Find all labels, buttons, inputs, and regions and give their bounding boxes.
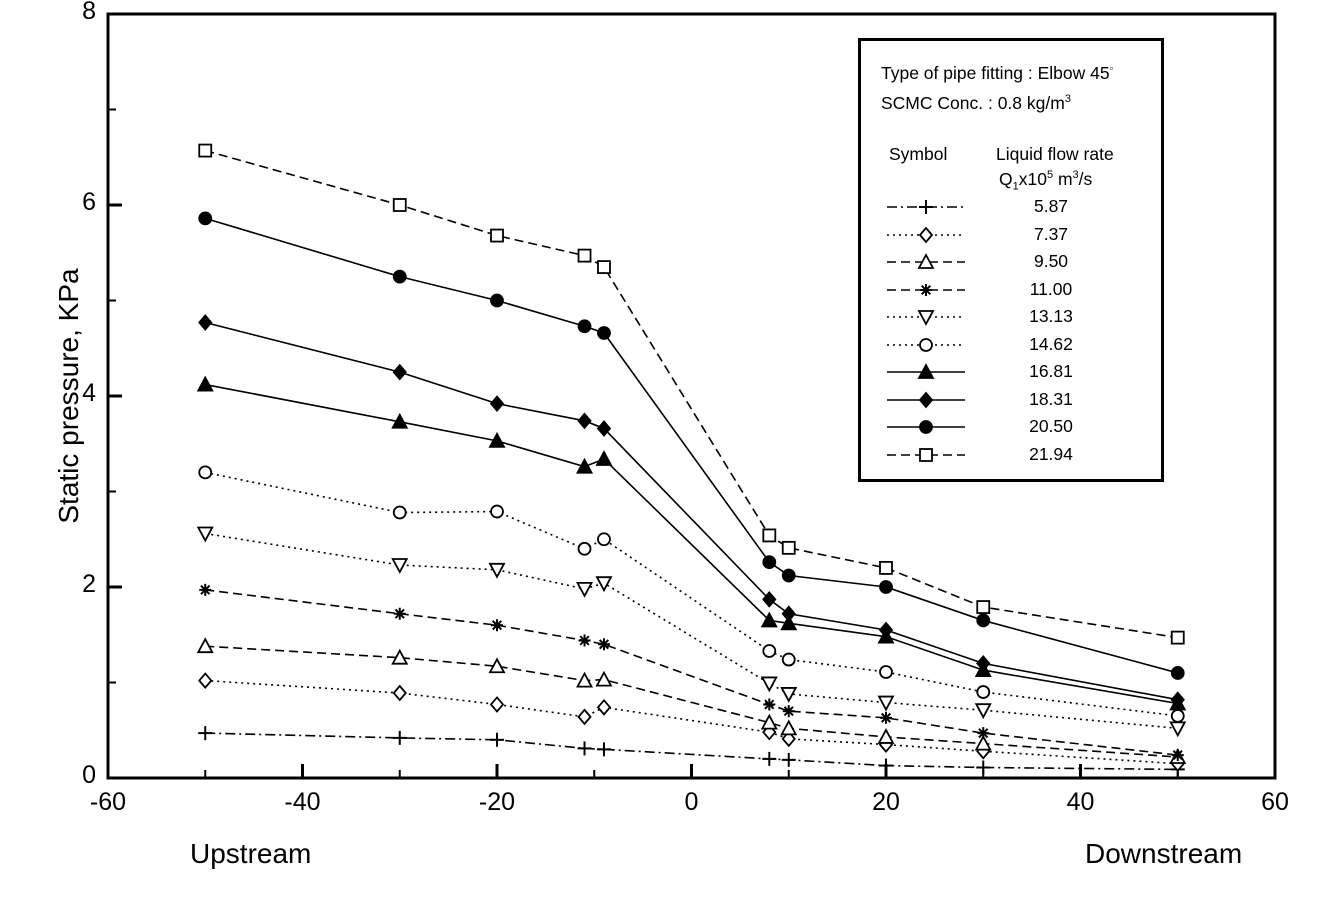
legend-symbol-icon	[883, 331, 969, 359]
legend-title-fitting	[881, 63, 1114, 84]
marker-triangle-down-open	[976, 704, 990, 717]
marker-triangle-down-open	[762, 677, 776, 690]
legend-value: 14.62	[1029, 333, 1073, 354]
legend-item	[861, 221, 1161, 249]
legend-value: 7.37	[1033, 223, 1069, 244]
marker-circle-open	[1172, 710, 1184, 722]
legend-item	[861, 386, 1161, 414]
legend-symbol	[883, 413, 969, 441]
legend-value: 21.94	[1029, 443, 1073, 464]
legend-item	[861, 303, 1161, 331]
marker-square-open	[598, 261, 610, 273]
marker-square-open	[763, 529, 775, 541]
marker-circle-open	[199, 466, 211, 478]
legend-symbol	[883, 193, 969, 221]
marker-circle-open	[977, 686, 989, 698]
marker-diamond-filled	[394, 365, 406, 379]
legend-item	[861, 358, 1161, 386]
marker-diamond-open	[394, 686, 406, 700]
legend-title-conc	[881, 93, 1071, 114]
legend-item	[861, 441, 1161, 469]
legend-symbol	[883, 386, 969, 414]
legend-symbol	[883, 276, 969, 304]
marker-square-open	[783, 542, 795, 554]
legend-symbol	[883, 331, 969, 359]
series-line	[205, 681, 1178, 764]
legend-title-conc-text: SCMC Conc. : 0.8 kg/m	[881, 93, 1065, 113]
legend-symbol-icon	[883, 276, 969, 304]
legend-symbol	[883, 221, 969, 249]
degree-sign: ◦	[1109, 63, 1114, 76]
marker-circle-open	[598, 533, 610, 545]
legend-units-mid: x10	[1018, 169, 1047, 189]
marker-triangle-up-filled	[578, 460, 592, 473]
marker-diamond-open	[491, 697, 503, 711]
series-13.13	[198, 528, 1185, 736]
series-line	[205, 534, 1178, 729]
y-tick-label: 6	[82, 188, 96, 216]
legend-item	[861, 248, 1161, 276]
marker-circle-open	[579, 543, 591, 555]
marker-square-open	[579, 250, 591, 262]
legend-units-sub: 1	[1012, 180, 1019, 193]
legend-value: 5.87	[1033, 196, 1069, 216]
marker-diamond-filled	[783, 607, 795, 621]
marker-triangle-up-open	[879, 730, 893, 743]
marker-triangle-up-filled	[198, 378, 212, 391]
marker-diamond-open	[598, 700, 610, 714]
legend-symbol-icon	[883, 358, 969, 386]
legend-units-exp: 5	[1046, 169, 1054, 182]
legend-col-value: Liquid flow rate	[996, 144, 1114, 164]
x-tick-label: 0	[684, 788, 699, 816]
marker-circle-filled	[920, 421, 932, 433]
marker-triangle-down-open	[597, 577, 611, 590]
marker-circle-filled	[598, 327, 610, 339]
marker-circle-open	[920, 339, 932, 351]
legend	[858, 38, 1164, 482]
marker-circle-open	[880, 666, 892, 678]
y-tick-label: 8	[82, 0, 96, 25]
marker-diamond-filled	[199, 315, 211, 329]
legend-value: 20.50	[1029, 416, 1073, 436]
marker-diamond-filled	[920, 393, 932, 407]
y-tick-label: 4	[82, 379, 96, 407]
legend-units-per-s: /s	[1078, 169, 1093, 189]
upstream-label: Upstream	[190, 838, 312, 869]
x-tick-label: -20	[478, 788, 516, 816]
x-tick-label: 60	[1261, 788, 1289, 816]
marker-triangle-down-open	[1171, 722, 1185, 735]
marker-diamond-open	[579, 710, 591, 724]
marker-circle-filled	[579, 320, 591, 332]
y-tick-label: 0	[82, 761, 96, 789]
marker-circle-filled	[199, 212, 211, 224]
marker-square-open	[1172, 632, 1184, 644]
marker-square-open	[920, 449, 932, 461]
downstream-label: Downstream	[1085, 838, 1243, 869]
x-tick-label: -40	[284, 788, 321, 816]
legend-col-value-units	[999, 169, 1092, 193]
marker-circle-filled	[763, 556, 775, 568]
legend-item	[861, 413, 1161, 441]
marker-diamond-filled	[880, 623, 892, 637]
series-line	[205, 646, 1178, 757]
legend-symbol-icon	[883, 441, 969, 469]
legend-symbol	[883, 441, 969, 469]
legend-symbol	[883, 248, 969, 276]
legend-value: 13.13	[1029, 306, 1073, 326]
marker-square-open	[394, 199, 406, 211]
legend-symbol-icon	[883, 413, 969, 441]
legend-value: 11.00	[1029, 278, 1073, 299]
marker-square-open	[977, 601, 989, 613]
series-9.50	[198, 639, 1185, 763]
legend-symbol-icon	[883, 221, 969, 249]
marker-diamond-filled	[579, 414, 591, 428]
marker-circle-filled	[394, 271, 406, 283]
marker-circle-open	[491, 506, 503, 518]
series-line	[205, 472, 1178, 716]
legend-entries	[861, 193, 1161, 468]
legend-item	[861, 276, 1161, 304]
legend-units-q: Q	[999, 169, 1013, 189]
y-axis-title: Static pressure, KPa	[53, 268, 84, 524]
x-tick-label: 40	[1066, 788, 1095, 816]
marker-triangle-down-open	[198, 528, 212, 541]
marker-circle-filled	[880, 581, 892, 593]
marker-square-open	[880, 562, 892, 574]
legend-value: 18.31	[1029, 388, 1073, 409]
y-tick-label: 2	[82, 570, 96, 598]
legend-symbol	[883, 303, 969, 331]
legend-item	[861, 331, 1161, 359]
marker-circle-open	[394, 507, 406, 519]
legend-col-symbol: Symbol	[889, 144, 948, 164]
legend-value: 9.50	[1033, 251, 1069, 271]
legend-value: 16.81	[1029, 361, 1073, 381]
marker-diamond-filled	[491, 397, 503, 411]
marker-circle-filled	[1172, 667, 1184, 679]
marker-triangle-up-filled	[597, 452, 611, 465]
marker-circle-filled	[491, 295, 503, 307]
legend-symbol-icon	[883, 386, 969, 414]
legend-symbol-icon	[883, 248, 969, 276]
marker-square-open	[199, 145, 211, 157]
marker-diamond-open	[199, 674, 211, 688]
marker-square-open	[491, 230, 503, 242]
marker-circle-filled	[977, 614, 989, 626]
legend-symbol-icon	[883, 193, 969, 221]
legend-units-m-exp: 3	[1072, 169, 1079, 182]
series-14.62	[199, 466, 1184, 722]
legend-title-fitting-text: Type of pipe fitting : Elbow 45	[881, 63, 1110, 83]
marker-circle-open	[763, 645, 775, 657]
marker-diamond-open	[920, 228, 932, 242]
x-tick-label: 20	[872, 788, 900, 816]
marker-triangle-down-open	[879, 697, 893, 710]
legend-conc-exponent: 3	[1064, 93, 1071, 106]
marker-triangle-up-open	[782, 721, 796, 734]
legend-symbol-icon	[883, 303, 969, 331]
marker-triangle-down-open	[393, 559, 407, 572]
legend-units-m: m	[1053, 169, 1073, 189]
legend-symbol	[883, 358, 969, 386]
marker-triangle-down-open	[578, 583, 592, 596]
marker-circle-filled	[783, 570, 795, 582]
legend-item	[861, 193, 1161, 221]
marker-circle-open	[783, 654, 795, 666]
series-7.37	[199, 674, 1184, 771]
x-tick-label: -60	[89, 788, 127, 816]
